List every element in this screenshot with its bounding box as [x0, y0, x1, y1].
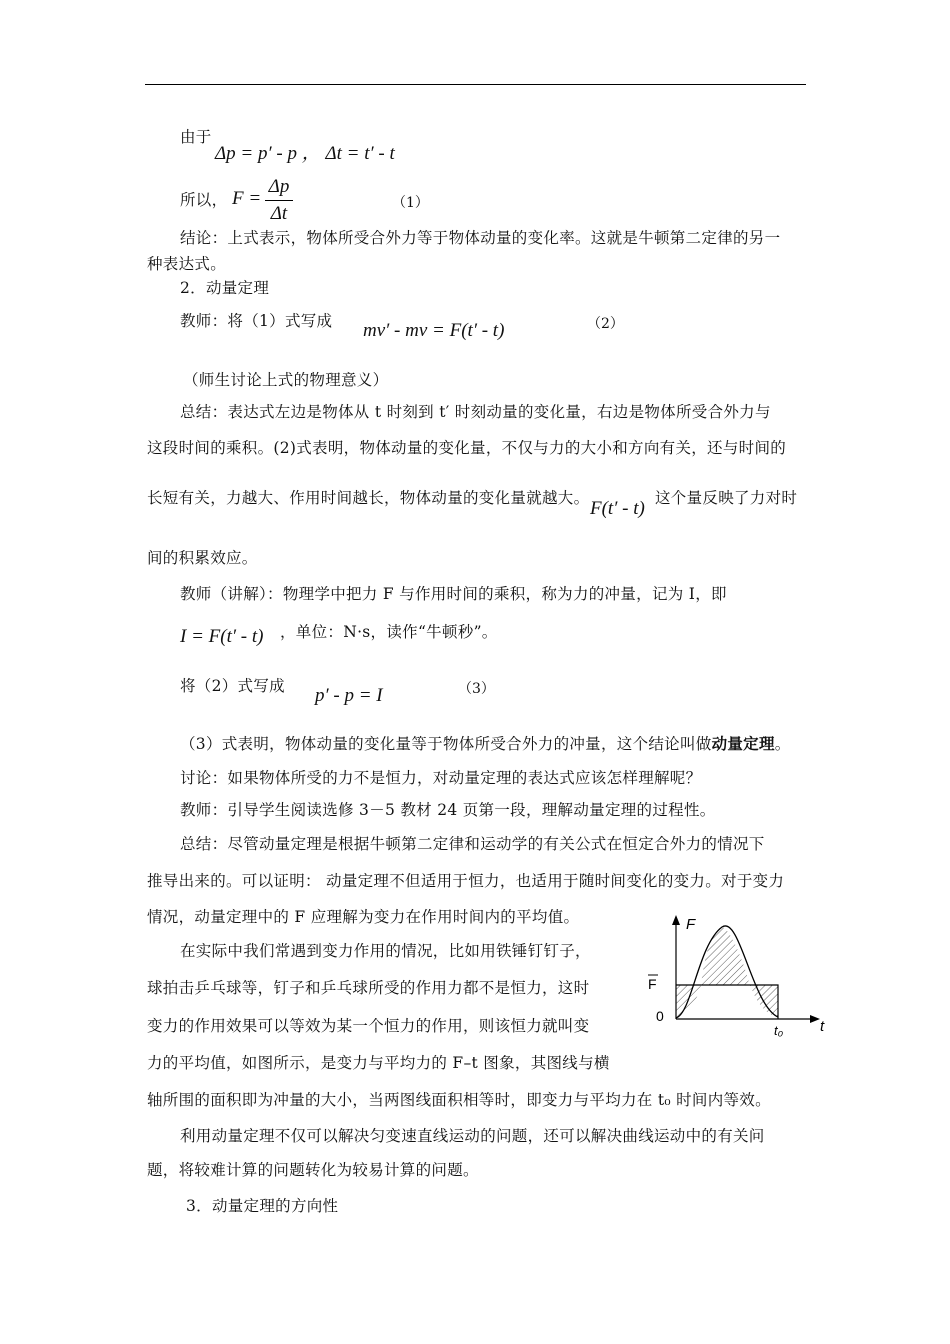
text-line: 轴所围的面积即为冲量的大小，当两图线面积相等时，即变力与平均力在 t₀ 时间内等效。	[147, 1091, 771, 1109]
text-line: 情况，动量定理中的 F 应理解为变力在作用时间内的平均值。	[147, 908, 580, 926]
text-line: 这段时间的乘积。(2)式表明，物体动量的变化量，不仅与力的大小和方向有关，还与时间的	[147, 439, 787, 457]
text-line: 教师：引导学生阅读选修 3－5 教材 24 页第一段，理解动量定理的过程性。	[180, 801, 716, 819]
x-axis-arrow	[810, 1015, 820, 1023]
text-line: （师生讨论上式的物理意义）	[183, 371, 389, 389]
header-rule	[145, 84, 806, 85]
equation-delta: Δp = p′ - p ， Δt = t′ - t	[215, 143, 395, 164]
text-line: ，单位：N·s，读作“牛顿秒”。	[280, 623, 498, 641]
area-above-average	[701, 927, 750, 985]
text-line: 由于	[180, 128, 212, 146]
text-line: 所以，	[180, 191, 228, 209]
theorem-term: 动量定理	[711, 734, 775, 753]
fraction-numerator: Δp	[268, 176, 290, 197]
text-line: 教师：将（1）式写成	[180, 312, 333, 330]
text-line: 利用动量定理不仅可以解决匀变速直线运动的问题，还可以解决曲线运动中的有关问	[180, 1127, 765, 1145]
theorem-end: 。	[774, 735, 791, 753]
origin-label: 0	[656, 1008, 664, 1024]
equation-2: mv′ - mv = F(t′ - t)	[363, 320, 505, 341]
average-force-label: F	[648, 976, 657, 992]
equation-number-3: （3）	[458, 681, 495, 697]
equation-number-2: （2）	[587, 316, 624, 332]
equation-Ft: F(t′ - t)	[590, 498, 645, 519]
equation-number-1: （1）	[392, 195, 429, 211]
text-line: 在实际中我们常遇到变力作用的情况，比如用铁锤钉钉子，	[180, 942, 591, 960]
text-line: 力的平均值，如图所示，是变力与平均力的 F–t 图象，其图线与横	[147, 1054, 610, 1072]
area-below-average-left	[676, 985, 701, 1018]
text-line: 教师（讲解）：物理学中把力 F 与作用时间的乘积，称为力的冲量，记为 I，即	[180, 585, 727, 603]
text-line: 总结：尽管动量定理是根据牛顿第二定律和运动学的有关公式在恒定合外力的情况下	[180, 835, 765, 853]
x-axis-label: t	[820, 1018, 825, 1035]
text-line: 变力的作用效果可以等效为某一个恒力的作用，则该恒力就叫变	[147, 1017, 590, 1035]
x-tick-label: t₀	[774, 1023, 784, 1038]
text-line: 长短有关，力越大、作用时间越长，物体动量的变化量就越大。	[147, 489, 590, 507]
force-time-figure	[640, 905, 840, 1045]
section-heading: 3．动量定理的方向性	[186, 1197, 339, 1215]
fraction-bar	[265, 200, 293, 201]
text-line	[180, 734, 791, 754]
text-line: 推导出来的。可以证明： 动量定理不但适用于恒力，也适用于随时间变化的变力。对于变力	[147, 872, 785, 890]
text-line: 种表达式。	[147, 255, 227, 273]
section-heading: 2．动量定理	[180, 279, 270, 297]
theorem-text: （3）式表明，物体动量的变化量等于物体所受合外力的冲量，这个结论叫做	[180, 735, 712, 753]
text-line: 讨论：如果物体所受的力不是恒力，对动量定理的表达式应该怎样理解呢？	[180, 769, 702, 787]
y-axis-label: F	[686, 916, 696, 933]
text-line: 球拍击乒乓球等，钉子和乒乓球所受的作用力都不是恒力，这时	[147, 979, 590, 997]
equation-3: p′ - p = I	[315, 685, 383, 706]
text-line: 结论：上式表示，物体所受合外力等于物体动量的变化率。这就是牛顿第二定律的另一	[180, 229, 781, 247]
equation-F-lhs: F =	[232, 188, 262, 209]
text-line: 这个量反映了力对时	[655, 489, 798, 507]
equation-impulse: I = F(t′ - t)	[180, 626, 264, 647]
text-line: 题，将较难计算的问题转化为较易计算的问题。	[147, 1161, 479, 1179]
fraction-denominator: Δt	[270, 203, 288, 224]
text-line: 将（2）式写成	[180, 677, 285, 695]
text-line: 总结：表达式左边是物体从 t 时刻到 t′ 时刻动量的变化量，右边是物体所受合外力与	[180, 403, 771, 421]
y-axis-arrow	[672, 915, 680, 925]
equation-F-fraction	[265, 176, 293, 225]
text-line: 间的积累效应。	[147, 549, 258, 567]
